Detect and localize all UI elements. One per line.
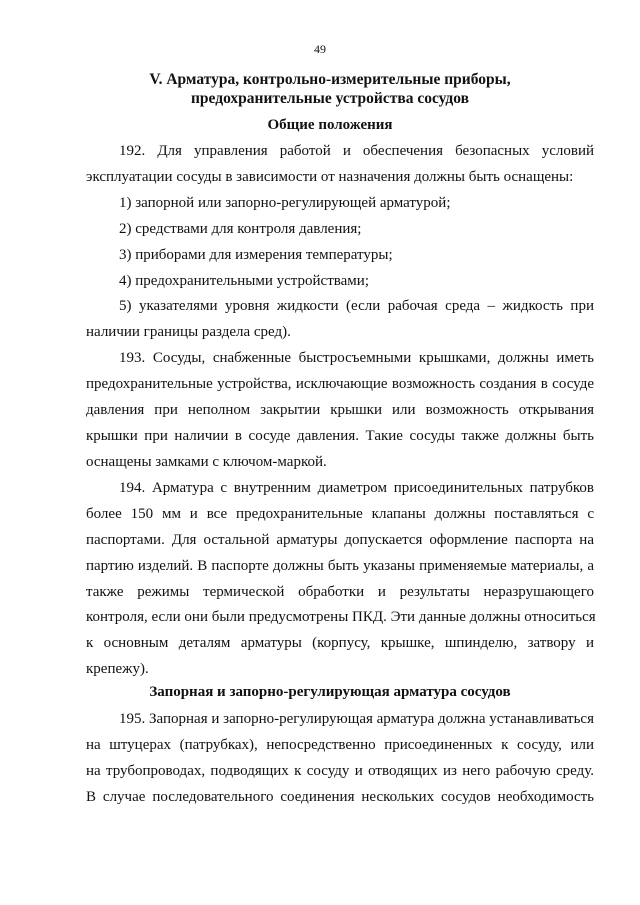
paragraph-195-line: на трубопроводах, подводящих к сосуду и отводящих из него рабочую среду. bbox=[86, 763, 594, 779]
paragraph-193-line: крышки при наличии в сосуде давления. Такие сосуды также должны быть bbox=[86, 428, 594, 444]
paragraph-193-line: оснащены замками с ключом-маркой. bbox=[86, 454, 327, 470]
section-title-line-2: предохранительные устройства сосудов bbox=[191, 90, 469, 107]
paragraph-192-line: 192. Для управления работой и обеспечения безопасных условий bbox=[119, 143, 594, 159]
list-item: 5) указателями уровня жидкости (если рабочая среда – жидкость при bbox=[119, 298, 594, 314]
section-title bbox=[60, 70, 600, 108]
list-item: 2) средствами для контроля давления; bbox=[119, 221, 362, 237]
paragraph-194-line: также режимы термической обработки и результаты неразрушающего bbox=[86, 584, 594, 600]
paragraph-193-line: предохранительные устройства, исключающие возможность создания в сосуде bbox=[86, 376, 594, 392]
list-item-continuation: наличии границы раздела сред). bbox=[86, 324, 291, 340]
list-item: 3) приборами для измерения температуры; bbox=[119, 247, 393, 263]
paragraph-194-line: 194. Арматура с внутренним диаметром присоединительных патрубков bbox=[119, 480, 594, 496]
paragraph-193-line: давления при неполном закрытии крышки или возможность открывания bbox=[86, 402, 594, 418]
paragraph-194-line: партию изделий. В паспорте должны быть указаны применяемые материалы, а bbox=[86, 558, 594, 574]
paragraph-193-line: 193. Сосуды, снабженные быстросъемными крышками, должны иметь bbox=[119, 350, 594, 366]
paragraph-195-line: 195. Запорная и запорно-регулирующая арматура должна устанавливаться bbox=[119, 711, 594, 727]
list-item: 1) запорной или запорно-регулирующей арматурой; bbox=[119, 195, 451, 211]
page-number: 49 bbox=[314, 42, 326, 56]
valves-heading: Запорная и запорно-регулирующая арматура сосудов bbox=[149, 684, 511, 700]
paragraph-194-line: контроля, если они были предусмотрены ПКД. Эти данные должны относиться bbox=[86, 609, 596, 625]
paragraph-192-line: эксплуатации сосуды в зависимости от назначения должны быть оснащены: bbox=[86, 169, 574, 185]
paragraph-194-line: более 150 мм и все предохранительные клапаны должны поставляться с bbox=[86, 506, 594, 522]
paragraph-194-line: паспортами. Для остальной арматуры допускается оформление паспорта на bbox=[86, 532, 594, 548]
list-item: 4) предохранительными устройствами; bbox=[119, 273, 369, 289]
paragraph-195-line: на штуцерах (патрубках), непосредственно присоединенных к сосуду, или bbox=[86, 737, 594, 753]
paragraph-194-line: к основным деталям арматуры (корпусу, крышке, шпинделю, затвору и bbox=[86, 635, 594, 651]
general-provisions-heading: Общие положения bbox=[267, 117, 393, 133]
section-title-line-1: V. Арматура, контрольно-измерительные приборы, bbox=[149, 71, 511, 88]
paragraph-194-line: крепежу). bbox=[86, 661, 149, 677]
paragraph-195-line: В случае последовательного соединения нескольких сосудов необходимость bbox=[86, 789, 594, 805]
